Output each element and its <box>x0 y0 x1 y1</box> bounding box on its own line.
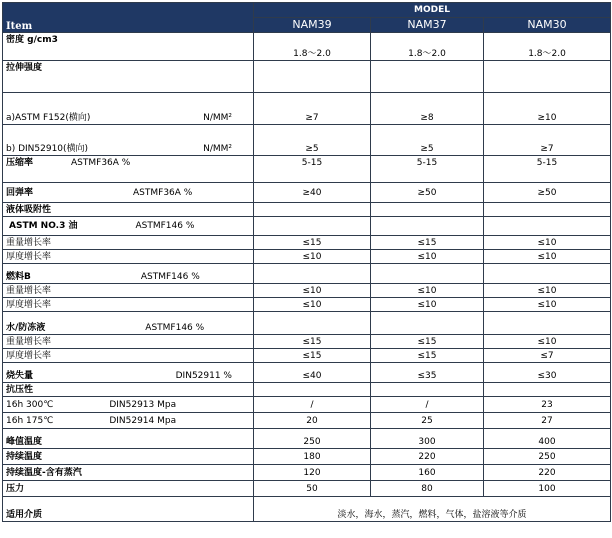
cell-value: ≤10 <box>484 298 611 312</box>
cell-value: 5-15 <box>484 156 611 183</box>
table-row <box>3 217 611 236</box>
cell-value: 5-15 <box>254 156 371 183</box>
label-text: 燃料B <box>6 272 31 282</box>
cell-value: 100 <box>484 481 611 497</box>
cell-value: ≤10 <box>254 284 371 298</box>
model-name: NAM30 <box>484 18 611 33</box>
row-label <box>3 183 254 203</box>
table-row <box>3 349 611 363</box>
cell-value: ≤10 <box>484 335 611 349</box>
table-row <box>3 383 611 397</box>
row-label <box>3 93 254 125</box>
row-label: 厚度增长率 <box>3 349 254 363</box>
table-row <box>3 335 611 349</box>
row-label <box>3 217 254 236</box>
cell-value: ≤30 <box>484 363 611 383</box>
label-text: ASTM NO.3 油 <box>9 221 78 231</box>
cell-value: ≤10 <box>371 298 484 312</box>
table-row <box>3 413 611 429</box>
row-label <box>3 312 254 335</box>
cell-value: 300 <box>371 429 484 449</box>
cell-value: 25 <box>371 413 484 429</box>
cell-value: 20 <box>254 413 371 429</box>
cell-value: ≥8 <box>371 93 484 125</box>
label-text: 16h 300℃ <box>6 399 54 410</box>
table-row <box>3 264 611 284</box>
table-row <box>3 465 611 481</box>
cell-value: ≤10 <box>371 284 484 298</box>
cell-value: 1.8～2.0 <box>371 33 484 61</box>
cell-value: ≤10 <box>484 236 611 250</box>
cell-value: ≥7 <box>254 93 371 125</box>
cell-value: 5-15 <box>371 156 484 183</box>
table-row <box>3 449 611 465</box>
cell-value: ≤15 <box>254 349 371 363</box>
cell-value: / <box>254 397 371 413</box>
section-label: 抗压性 <box>3 383 254 397</box>
unit-text: N/MM² <box>203 113 232 123</box>
row-label: 峰值温度 <box>3 429 254 449</box>
table-row <box>3 312 611 335</box>
model-name: NAM39 <box>254 18 371 33</box>
cell-value: ≤10 <box>484 284 611 298</box>
row-label <box>3 363 254 383</box>
section-label: 液体吸附性 <box>3 203 254 217</box>
table-row <box>3 183 611 203</box>
cell-value: / <box>371 397 484 413</box>
std-text: DIN52911 % <box>175 371 232 381</box>
std-text: ASTMF146 % <box>140 272 200 282</box>
row-label: 密度 g/cm3 <box>3 33 254 61</box>
table-row <box>3 250 611 264</box>
table-row <box>3 363 611 383</box>
cell-value: ≤15 <box>371 335 484 349</box>
row-label <box>3 397 254 413</box>
cell-value: 80 <box>371 481 484 497</box>
label-text: 水/防冻液 <box>6 323 46 333</box>
cell-value: 1.8～2.0 <box>484 33 611 61</box>
cell-value: ≥40 <box>254 183 371 203</box>
cell-value: ≥5 <box>254 125 371 156</box>
cell-value: ≤10 <box>254 298 371 312</box>
cell-value: 50 <box>254 481 371 497</box>
table-row <box>3 429 611 449</box>
label-text: a)ASTM F152(横向) <box>6 113 91 123</box>
label-text: 烧失量 <box>6 371 34 381</box>
cell-value: ≤10 <box>254 250 371 264</box>
cell-value: ≥5 <box>371 125 484 156</box>
label-text: 16h 175℃ <box>6 415 54 426</box>
cell-value: ≤15 <box>254 335 371 349</box>
std-text: ASTMF146 % <box>145 323 205 333</box>
label-text: 回弹率 <box>6 187 34 198</box>
media-value: 淡水，海水，蒸汽，燃料，气体，盐溶液等介质 <box>254 497 611 522</box>
cell-value: 250 <box>484 449 611 465</box>
table-row <box>3 284 611 298</box>
table-row <box>3 236 611 250</box>
table-row <box>3 481 611 497</box>
table-row <box>3 61 611 93</box>
std-text: ASTMF36A % <box>71 158 131 168</box>
cell-value: 120 <box>254 465 371 481</box>
table-row <box>3 397 611 413</box>
label-text: b) DIN52910(横向) <box>6 144 89 154</box>
table-row <box>3 125 611 156</box>
row-label <box>3 264 254 284</box>
cell-value: ≤15 <box>371 236 484 250</box>
cell-value: ≤40 <box>254 363 371 383</box>
row-label <box>3 156 254 183</box>
table-row <box>3 203 611 217</box>
model-header: MODEL <box>254 3 611 18</box>
row-label: 持续温度 <box>3 449 254 465</box>
cell-value: 23 <box>484 397 611 413</box>
row-label: 重量增长率 <box>3 284 254 298</box>
cell-value: ≤15 <box>254 236 371 250</box>
row-label: 压力 <box>3 481 254 497</box>
std-text: DIN52913 Mpa <box>109 399 177 410</box>
std-text: DIN52914 Mpa <box>109 415 177 426</box>
row-label: 重量增长率 <box>3 236 254 250</box>
cell-value: 220 <box>371 449 484 465</box>
cell-value: ≥7 <box>484 125 611 156</box>
table-row <box>3 156 611 183</box>
cell-value: ≥50 <box>484 183 611 203</box>
cell-value: 220 <box>484 465 611 481</box>
cell-value: ≤7 <box>484 349 611 363</box>
row-label: 重量增长率 <box>3 335 254 349</box>
row-label <box>3 125 254 156</box>
table-row <box>3 497 611 522</box>
cell-value: 1.8～2.0 <box>254 33 371 61</box>
std-text: ASTMF36A % <box>133 187 193 198</box>
row-label: 适用介质 <box>3 497 254 522</box>
table-row <box>3 33 611 61</box>
unit-text: N/MM² <box>203 144 232 154</box>
header-row-1 <box>3 3 611 18</box>
item-header: Item <box>3 3 254 33</box>
cell-value: 27 <box>484 413 611 429</box>
std-text: ASTMF146 % <box>135 221 195 231</box>
cell-value: ≥10 <box>484 93 611 125</box>
table-row <box>3 93 611 125</box>
section-label: 拉伸强度 <box>3 61 254 93</box>
cell-value: ≥50 <box>371 183 484 203</box>
cell-value: ≤15 <box>371 349 484 363</box>
cell-value: 400 <box>484 429 611 449</box>
cell-value: 250 <box>254 429 371 449</box>
model-name: NAM37 <box>371 18 484 33</box>
spec-table <box>2 2 611 522</box>
row-label <box>3 413 254 429</box>
row-label: 持续温度-含有蒸汽 <box>3 465 254 481</box>
row-label: 厚度增长率 <box>3 298 254 312</box>
cell-value: 180 <box>254 449 371 465</box>
label-text: 压缩率 <box>6 158 34 168</box>
cell-value: ≤10 <box>371 250 484 264</box>
cell-value: 160 <box>371 465 484 481</box>
cell-value: ≤10 <box>484 250 611 264</box>
cell-value: ≤35 <box>371 363 484 383</box>
table-row <box>3 298 611 312</box>
row-label: 厚度增长率 <box>3 250 254 264</box>
